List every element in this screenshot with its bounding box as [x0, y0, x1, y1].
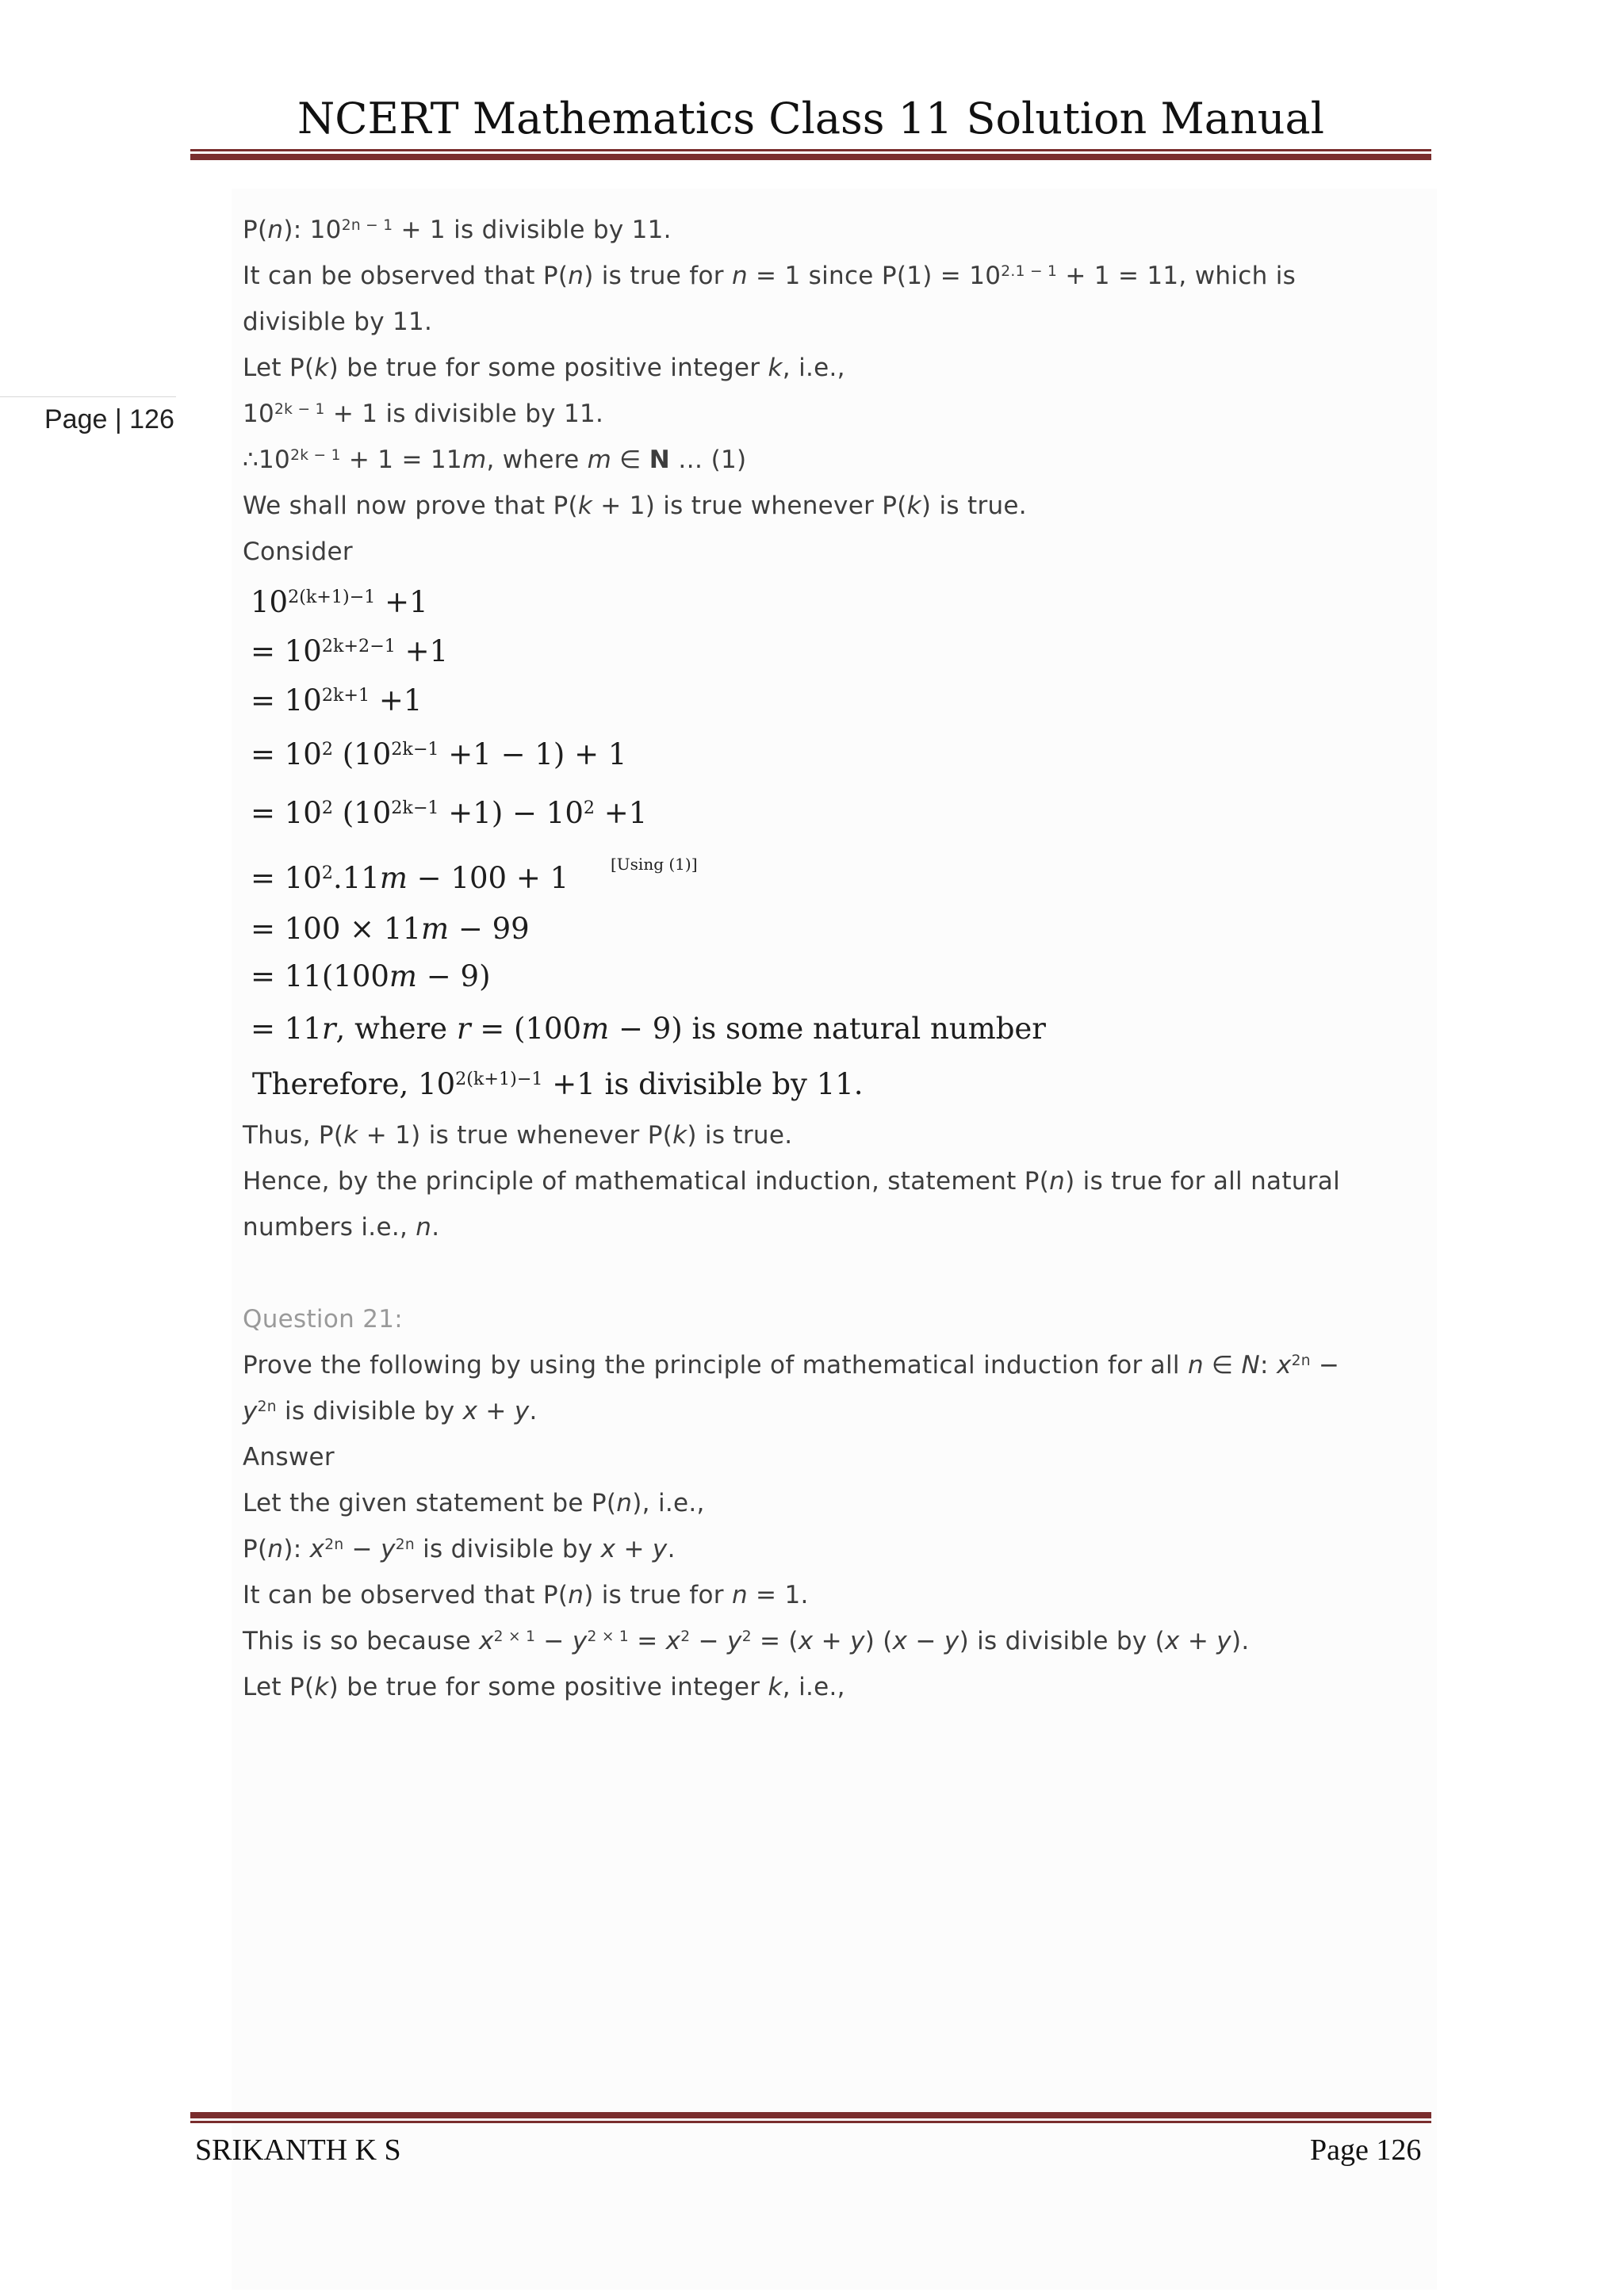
math-line: = $10^2$ $(10^{2k-1} +1) - 10^2 +1$	[251, 796, 648, 830]
text-line: $\therefore 10^{2k - 1} + 1 = 11m$, where m ∈ N … (1)	[243, 446, 747, 474]
question-text: Prove the following by using the principle of mathematical induction for all n ∈ N: $x^{2n}$ −	[243, 1351, 1340, 1380]
math-line: = $10^2$ $(10^{2k-1} +1 - 1) + 1$	[251, 737, 627, 771]
text-line: $10^{2k - 1} + 1$ is divisible by 11.	[243, 400, 604, 428]
math-line: = 100 × 11m − 99	[251, 912, 530, 946]
answer-label: Answer	[243, 1443, 335, 1471]
text-line: Let the given statement be P(n), i.e.,	[243, 1489, 705, 1517]
text-line: Let P(k) be true for some positive integer k, i.e.,	[243, 354, 845, 382]
text-line: It can be observed that P(n) is true for n = 1.	[243, 1581, 809, 1609]
text-line: Let P(k) be true for some positive integer k, i.e.,	[243, 1673, 845, 1701]
math-line: = $10^{2k+2-1} +1$	[251, 634, 449, 668]
question-text: $y^{2n}$ is divisible by x + y.	[243, 1397, 538, 1425]
math-line: $10^{2(k+1)-1} +1$	[251, 585, 428, 619]
text-line: We shall now prove that P(k + 1) is true whenever P(k) is true.	[243, 492, 1027, 520]
text-line: This is so because $x^{2 \times 1} - y^{2 \times 1} = x^2 - y^2 = (x + y) (x - y)$ is divisible by (x + y).	[243, 1627, 1250, 1655]
header-rule-thin	[190, 149, 1431, 151]
math-line: = 11(100m − 9)	[251, 959, 491, 993]
math-line: = $10^{2k+1} +1$	[251, 683, 423, 718]
header-rule-thick	[190, 154, 1431, 160]
footer-author: SRIKANTH K S	[195, 2133, 401, 2167]
math-line: = $10^2.11m - 100 + 1$	[251, 861, 569, 895]
text-line: Thus, P(k + 1) is true whenever P(k) is true.	[243, 1121, 793, 1150]
question-heading: Question 21:	[243, 1305, 403, 1334]
math-line: Therefore, $10^{2(k+1)-1} +1$ is divisible by 11.	[252, 1067, 864, 1101]
text-line: Hence, by the principle of mathematical induction, statement P(n) is true for all natural	[243, 1167, 1341, 1196]
math-line: = 11r, where r = (100m − 9) is some natural number	[251, 1012, 1046, 1046]
text-line: Consider	[243, 538, 353, 566]
text-line: It can be observed that P(n) is true for n = 1 since $P(1) = 10^{2.1 - 1} + 1 = 11$, which is	[243, 262, 1297, 290]
page-header-title: NCERT Mathematics Class 11 Solution Manual	[297, 94, 1325, 144]
text-line: P(n): $x^{2n} - y^{2n}$ is divisible by x + y.	[243, 1535, 676, 1563]
footer-rule-thick	[190, 2112, 1431, 2118]
margin-rule	[0, 396, 176, 397]
statement-line: P(n): $10^{2n - 1} + 1$ is divisible by 11.	[243, 216, 672, 244]
footer-rule-thin	[190, 2121, 1431, 2123]
text-line: divisible by 11.	[243, 308, 433, 336]
margin-page-label: Page | 126	[44, 404, 174, 434]
text-line: numbers i.e., n.	[243, 1213, 440, 1242]
footer-page-number: Page 126	[1310, 2133, 1422, 2167]
using-reference: [Using (1)]	[611, 855, 698, 874]
